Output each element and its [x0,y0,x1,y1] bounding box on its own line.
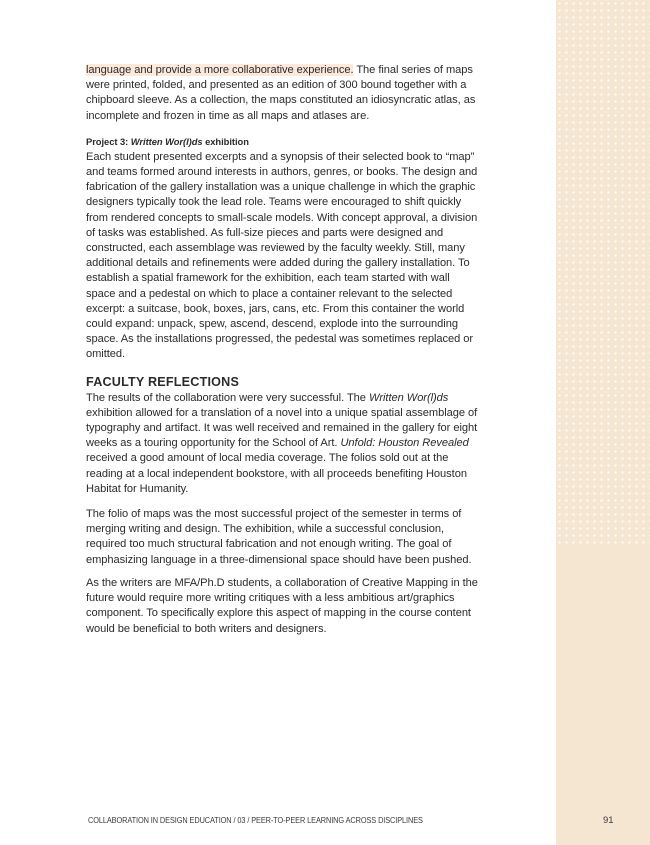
paragraph-folio: The folio of maps was the most successful project of the semester in terms of merging writing and design. The exhibition, while a successful conclusion, required too much structural fabrication and not enough writing. The goal of emphasizing language in a three-dimensional space should have been pushed. [86,508,472,566]
running-footer: COLLABORATION IN DESIGN EDUCATION / 03 / PEER-TO-PEER LEARNING ACROSS DISCIPLINES [88,816,423,825]
project-3-heading: Project 3: Written Wor(l)ds exhibition [86,135,249,147]
paragraph-text: The final series of maps were printed, folded, and presented as an edition of 300 bound together with a chipboard sleeve. As a collection, the maps constituted an idiosyncratic atlas, as incomplete and frozen in time as all maps and atlases are. [86,64,476,122]
project-title: Written Wor(l)ds [130,135,203,147]
side-band-solid-area [556,545,650,845]
paragraph-atlas [86,63,478,124]
paragraph-exhibition: Each student presented excerpts and a synopsis of their selected book to “map” and teams formed around interests in authors, genres, or books. The design and fabrication of the gallery installation was a unique challenge in which the graphic designers typically took the lead role. Teams were encouraged to shift quickly from rendered concepts to small-scale models. With concept approval, a division of tasks was established. As full-size pieces and parts were designed and constructed, each assemblage was reviewed by the faculty weekly. Still, many additional details and refinements were added during the gallery installation. To establish a spatial framework for the exhibition, each team started with wall space and a pedestal on which to place a container relevant to the selected excerpt: a suitcase, book, boxes, jars, cans, etc. From this container the world could expand: unpack, spew, ascend, descend, explode into the surrounding space. As the installations progressed, the pedestal was sometimes replaced or omitted. [86,150,478,361]
paragraph-writers: As the writers are MFA/Ph.D students, a collaboration of Creative Mapping in the future would require more writing critiques with a less ambitious art/graphics component. To specifically explore this aspect of mapping in the course content would be beneficial to both writers and designers. [86,576,478,635]
page-number: 91 [603,815,614,826]
decorative-side-band [556,0,650,845]
paragraph-results: The results of the collaboration were very successful. The Written Wor(l)ds exhibition allowed for a translation of a novel into a unique spatial assemblage of typography and artifact. It was well received and remained in the gallery for eight weeks as a touring opportunity for the School of Art. Unfold: Houston Revealed received a good amount of local media coverage. The folios sold out at the reading at a local independent bookstore, with all proceeds benefiting Houston Habitat for Humanity. [86,391,478,495]
highlighted-text: language and provide a more collaborative experience. [86,64,354,76]
article-body [86,63,478,637]
section-heading: FACULTY REFLECTIONS [86,374,240,389]
